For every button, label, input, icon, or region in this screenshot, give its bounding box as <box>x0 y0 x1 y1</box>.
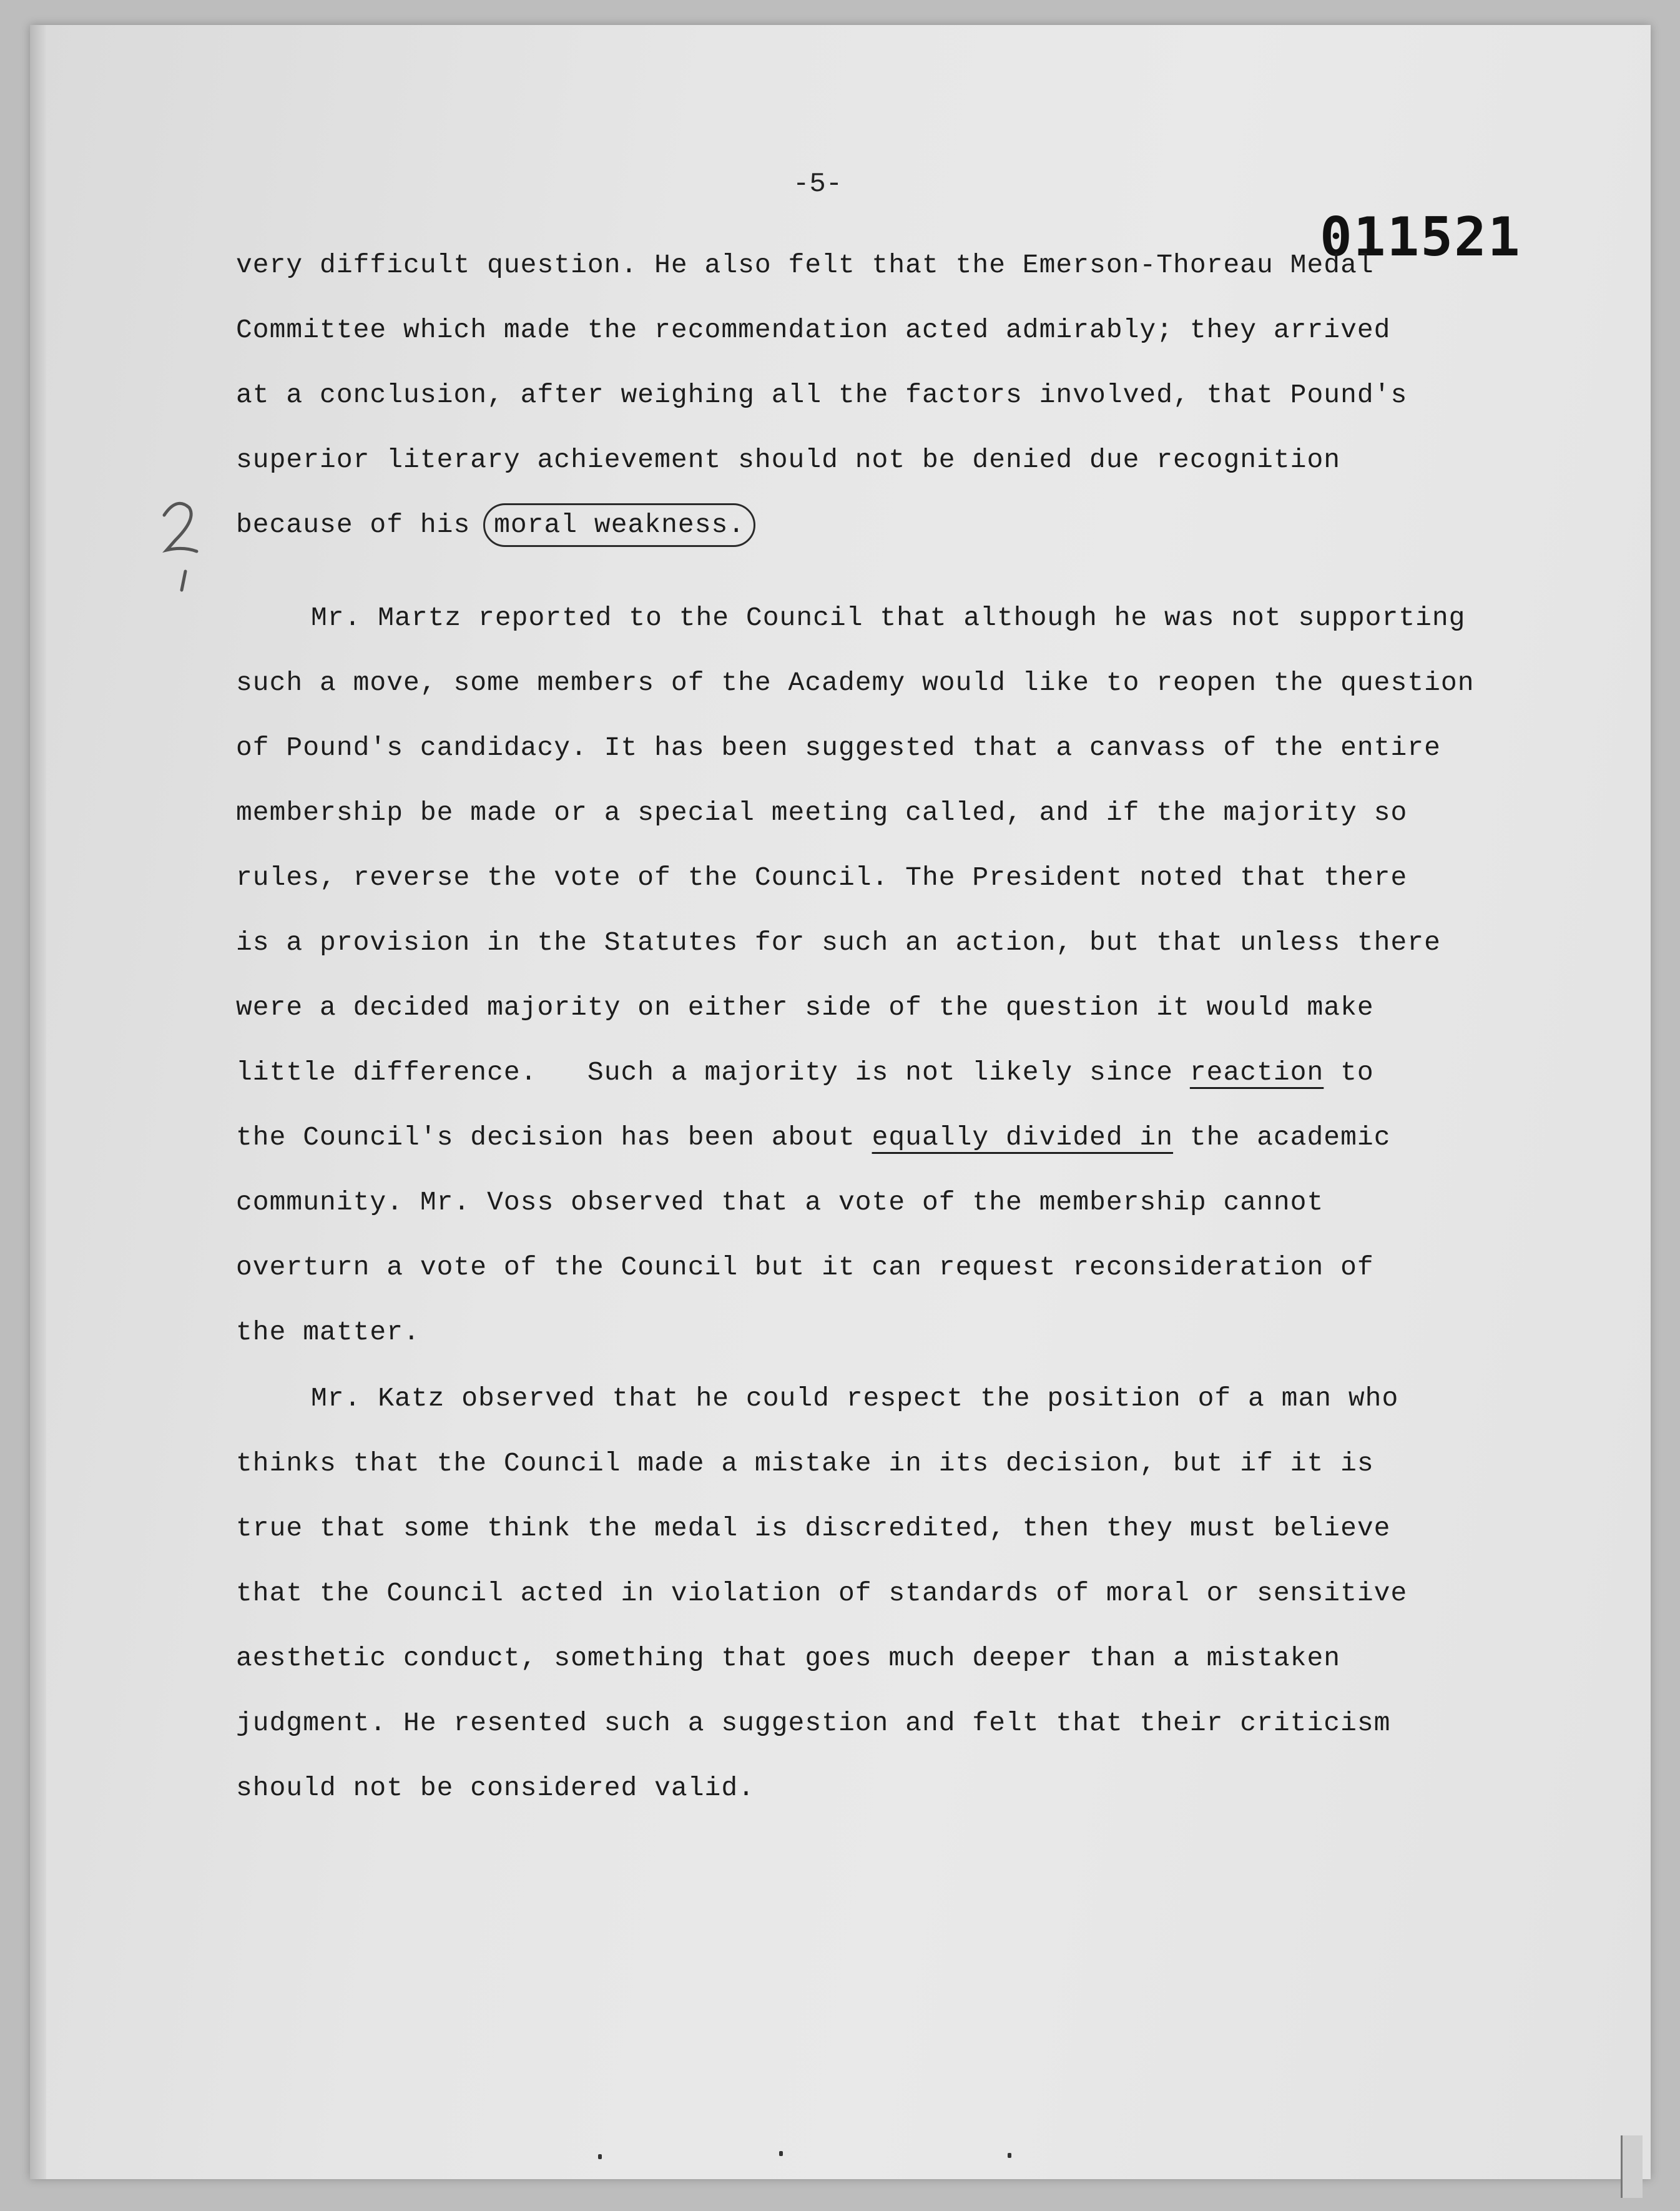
text-line: superior literary achievement should not be denied due recognition <box>236 445 1341 475</box>
text-line: Mr. Martz reported to the Council that although he was not supporting <box>311 603 1466 633</box>
text-line: the matter. <box>236 1317 420 1347</box>
text-line <box>236 1057 1374 1088</box>
paper-speck <box>598 2154 602 2159</box>
text-line: true that some think the medal is discredited, then they must believe <box>236 1513 1391 1544</box>
text-line: Committee which made the recommendation acted admirably; they arrived <box>236 315 1391 345</box>
text-segment: the academic <box>1173 1122 1391 1153</box>
text-line <box>236 1122 1391 1153</box>
text-line <box>236 503 755 547</box>
text-line: that the Council acted in violation of standards of moral or sensitive <box>236 1578 1408 1608</box>
paper-speck <box>779 2151 783 2156</box>
text-line: overturn a vote of the Council but it can request reconsideration of <box>236 1252 1374 1283</box>
underlined-phrase: reaction <box>1189 1057 1324 1088</box>
text-line: of Pound's candidacy. It has been suggested that a canvass of the entire <box>236 732 1441 763</box>
text-segment: because of his <box>236 510 488 540</box>
paper-speck <box>1008 2153 1011 2158</box>
circled-phrase: moral weakness. <box>483 503 755 547</box>
text-segment: little difference. Such a majority is not likely since <box>236 1057 1190 1088</box>
text-line: at a conclusion, after weighing all the factors involved, that Pound's <box>236 380 1408 410</box>
page-edge-shadow <box>30 25 46 2179</box>
page-corner-tab <box>1621 2135 1643 2198</box>
text-line: rules, reverse the vote of the Council. The President noted that there <box>236 862 1408 893</box>
text-line: were a decided majority on either side of the question it would make <box>236 992 1374 1023</box>
text-line: very difficult question. He also felt that the Emerson-Thoreau Medal <box>236 250 1374 280</box>
text-line: thinks that the Council made a mistake in its decision, but if it is <box>236 1448 1374 1479</box>
text-line: community. Mr. Voss observed that a vote of the membership cannot <box>236 1187 1324 1218</box>
text-segment: to <box>1324 1057 1374 1088</box>
text-line: judgment. He resented such a suggestion and felt that their criticism <box>236 1708 1391 1738</box>
page-number: -5- <box>793 169 843 200</box>
document-page <box>30 25 1651 2179</box>
text-line: Mr. Katz observed that he could respect the position of a man who <box>311 1383 1399 1414</box>
text-line: such a move, some members of the Academy would like to reopen the question <box>236 667 1475 698</box>
text-line: is a provision in the Statutes for such an action, but that unless there <box>236 927 1441 958</box>
handwritten-margin-annotation <box>158 496 208 596</box>
document-number-stamp: 011521 <box>1320 206 1521 268</box>
text-line: membership be made or a special meeting called, and if the majority so <box>236 797 1408 828</box>
text-line: aesthetic conduct, something that goes much deeper than a mistaken <box>236 1643 1341 1673</box>
underlined-phrase: equally divided in <box>872 1122 1174 1153</box>
text-segment: the Council's decision has been about <box>236 1122 872 1153</box>
text-line: should not be considered valid. <box>236 1773 755 1803</box>
